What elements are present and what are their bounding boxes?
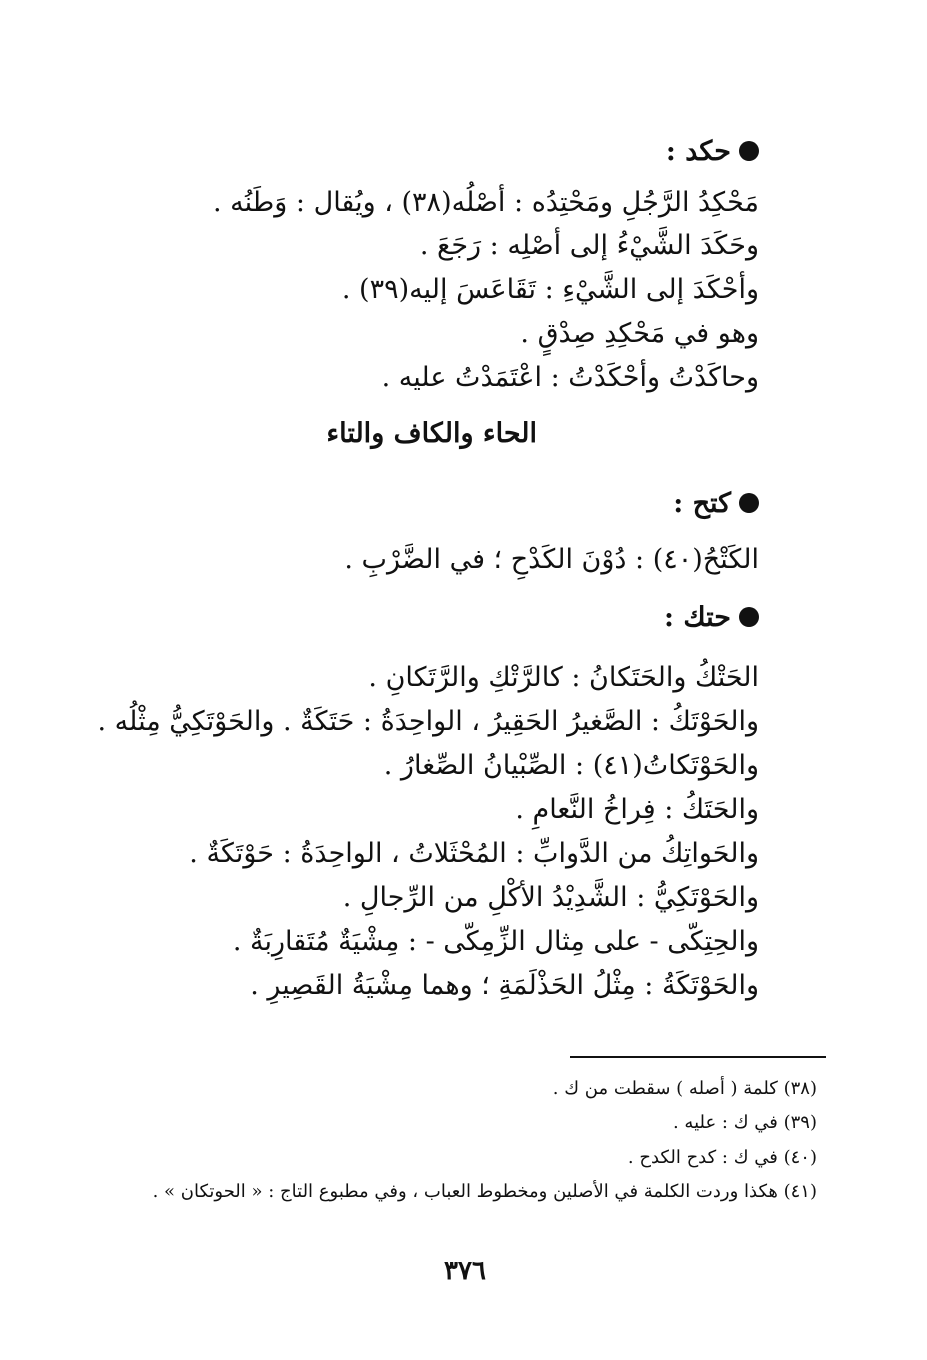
- page-number: ٣٧٦: [444, 1256, 486, 1286]
- text-line: وهو في مَحْكِدِ صِدْقٍ .: [520, 318, 759, 349]
- entry-heading-hkd: [666, 136, 759, 167]
- text-line: والحَواتِكُ من الدَّوابِّ : المُحْثَلاتُ ، الواحِدَةُ : حَوْتَكَةٌ .: [189, 838, 759, 869]
- text-line: والحَوْتَكَةُ : مِثْلُ الحَذْلَمَةِ ؛ وهما مِشْيَةُ القَصِيرِ .: [250, 970, 759, 1001]
- text-line: والحِتِكّى - على مِثال الزِّمِكّى - : مِشْيَةٌ مُتَقارِبَةٌ .: [232, 926, 759, 957]
- entry-heading-text: حكد :: [665, 136, 731, 167]
- text-line: الكَتْحُ(٤٠) : دُوْنَ الكَدْحِ ؛ في الضَّرْبِ .: [344, 544, 759, 575]
- entry-heading-kth: [673, 488, 759, 519]
- entry-heading-text: حتك :: [664, 602, 731, 633]
- footnote-39: (٣٩) في ك : عليه .: [672, 1112, 817, 1133]
- section-title: الحاء والكاف والتاء: [326, 418, 537, 449]
- footnote-38: (٣٨) كلمة ( أصله ) سقطت من ك .: [552, 1078, 817, 1099]
- text-line: والحَوْتَكُ : الصَّغيرُ الحَقِيرُ ، الواحِدَةُ : حَتَكَةٌ . والحَوْتَكِيُّ مِثْلُه .: [97, 706, 759, 737]
- footnote-separator: [570, 1056, 826, 1058]
- text-line: والحَتَكُ : فِراخُ النَّعامِ .: [515, 794, 759, 825]
- text-line: وحاكَدْتُ وأحْكَدْتُ : اعْتَمَدْتُ عليه .: [381, 362, 759, 393]
- bullet-icon: [739, 141, 759, 161]
- footnote-40: (٤٠) في ك : كدح الكدح .: [627, 1147, 817, 1168]
- text-line: مَحْكِدُ الرَّجُلِ ومَحْتِدُه : أصْلُه(٣٨) ، ويُقال : وَطَنُه .: [213, 187, 759, 218]
- text-line: الحَتْكُ والحَتَكانُ : كالرَّتْكِ والرَّتَكانِ .: [368, 662, 759, 693]
- bullet-icon: [739, 607, 759, 627]
- text-line: وحَكَدَ الشَّيْءُ إلى أصْلِه : رَجَعَ .: [419, 230, 759, 261]
- bullet-icon: [739, 493, 759, 513]
- footnote-41: (٤١) هكذا وردت الكلمة في الأصلين ومخطوط العباب ، وفي مطبوع التاج : « الحوتكان » .: [152, 1181, 817, 1202]
- text-line: والحَوْتَكاتُ(٤١) : الصِّبْيانُ الصِّغارُ .: [383, 750, 759, 781]
- text-line: والحَوْتَكِيُّ : الشَّدِيْدُ الأكْلِ من الرِّجالِ .: [342, 882, 759, 913]
- text-line: وأحْكَدَ إلى الشَّيْءِ : تَقَاعَسَ إليه(٣٩) .: [341, 274, 759, 305]
- entry-heading-text: كتح :: [673, 488, 731, 519]
- entry-heading-htk: [664, 602, 759, 633]
